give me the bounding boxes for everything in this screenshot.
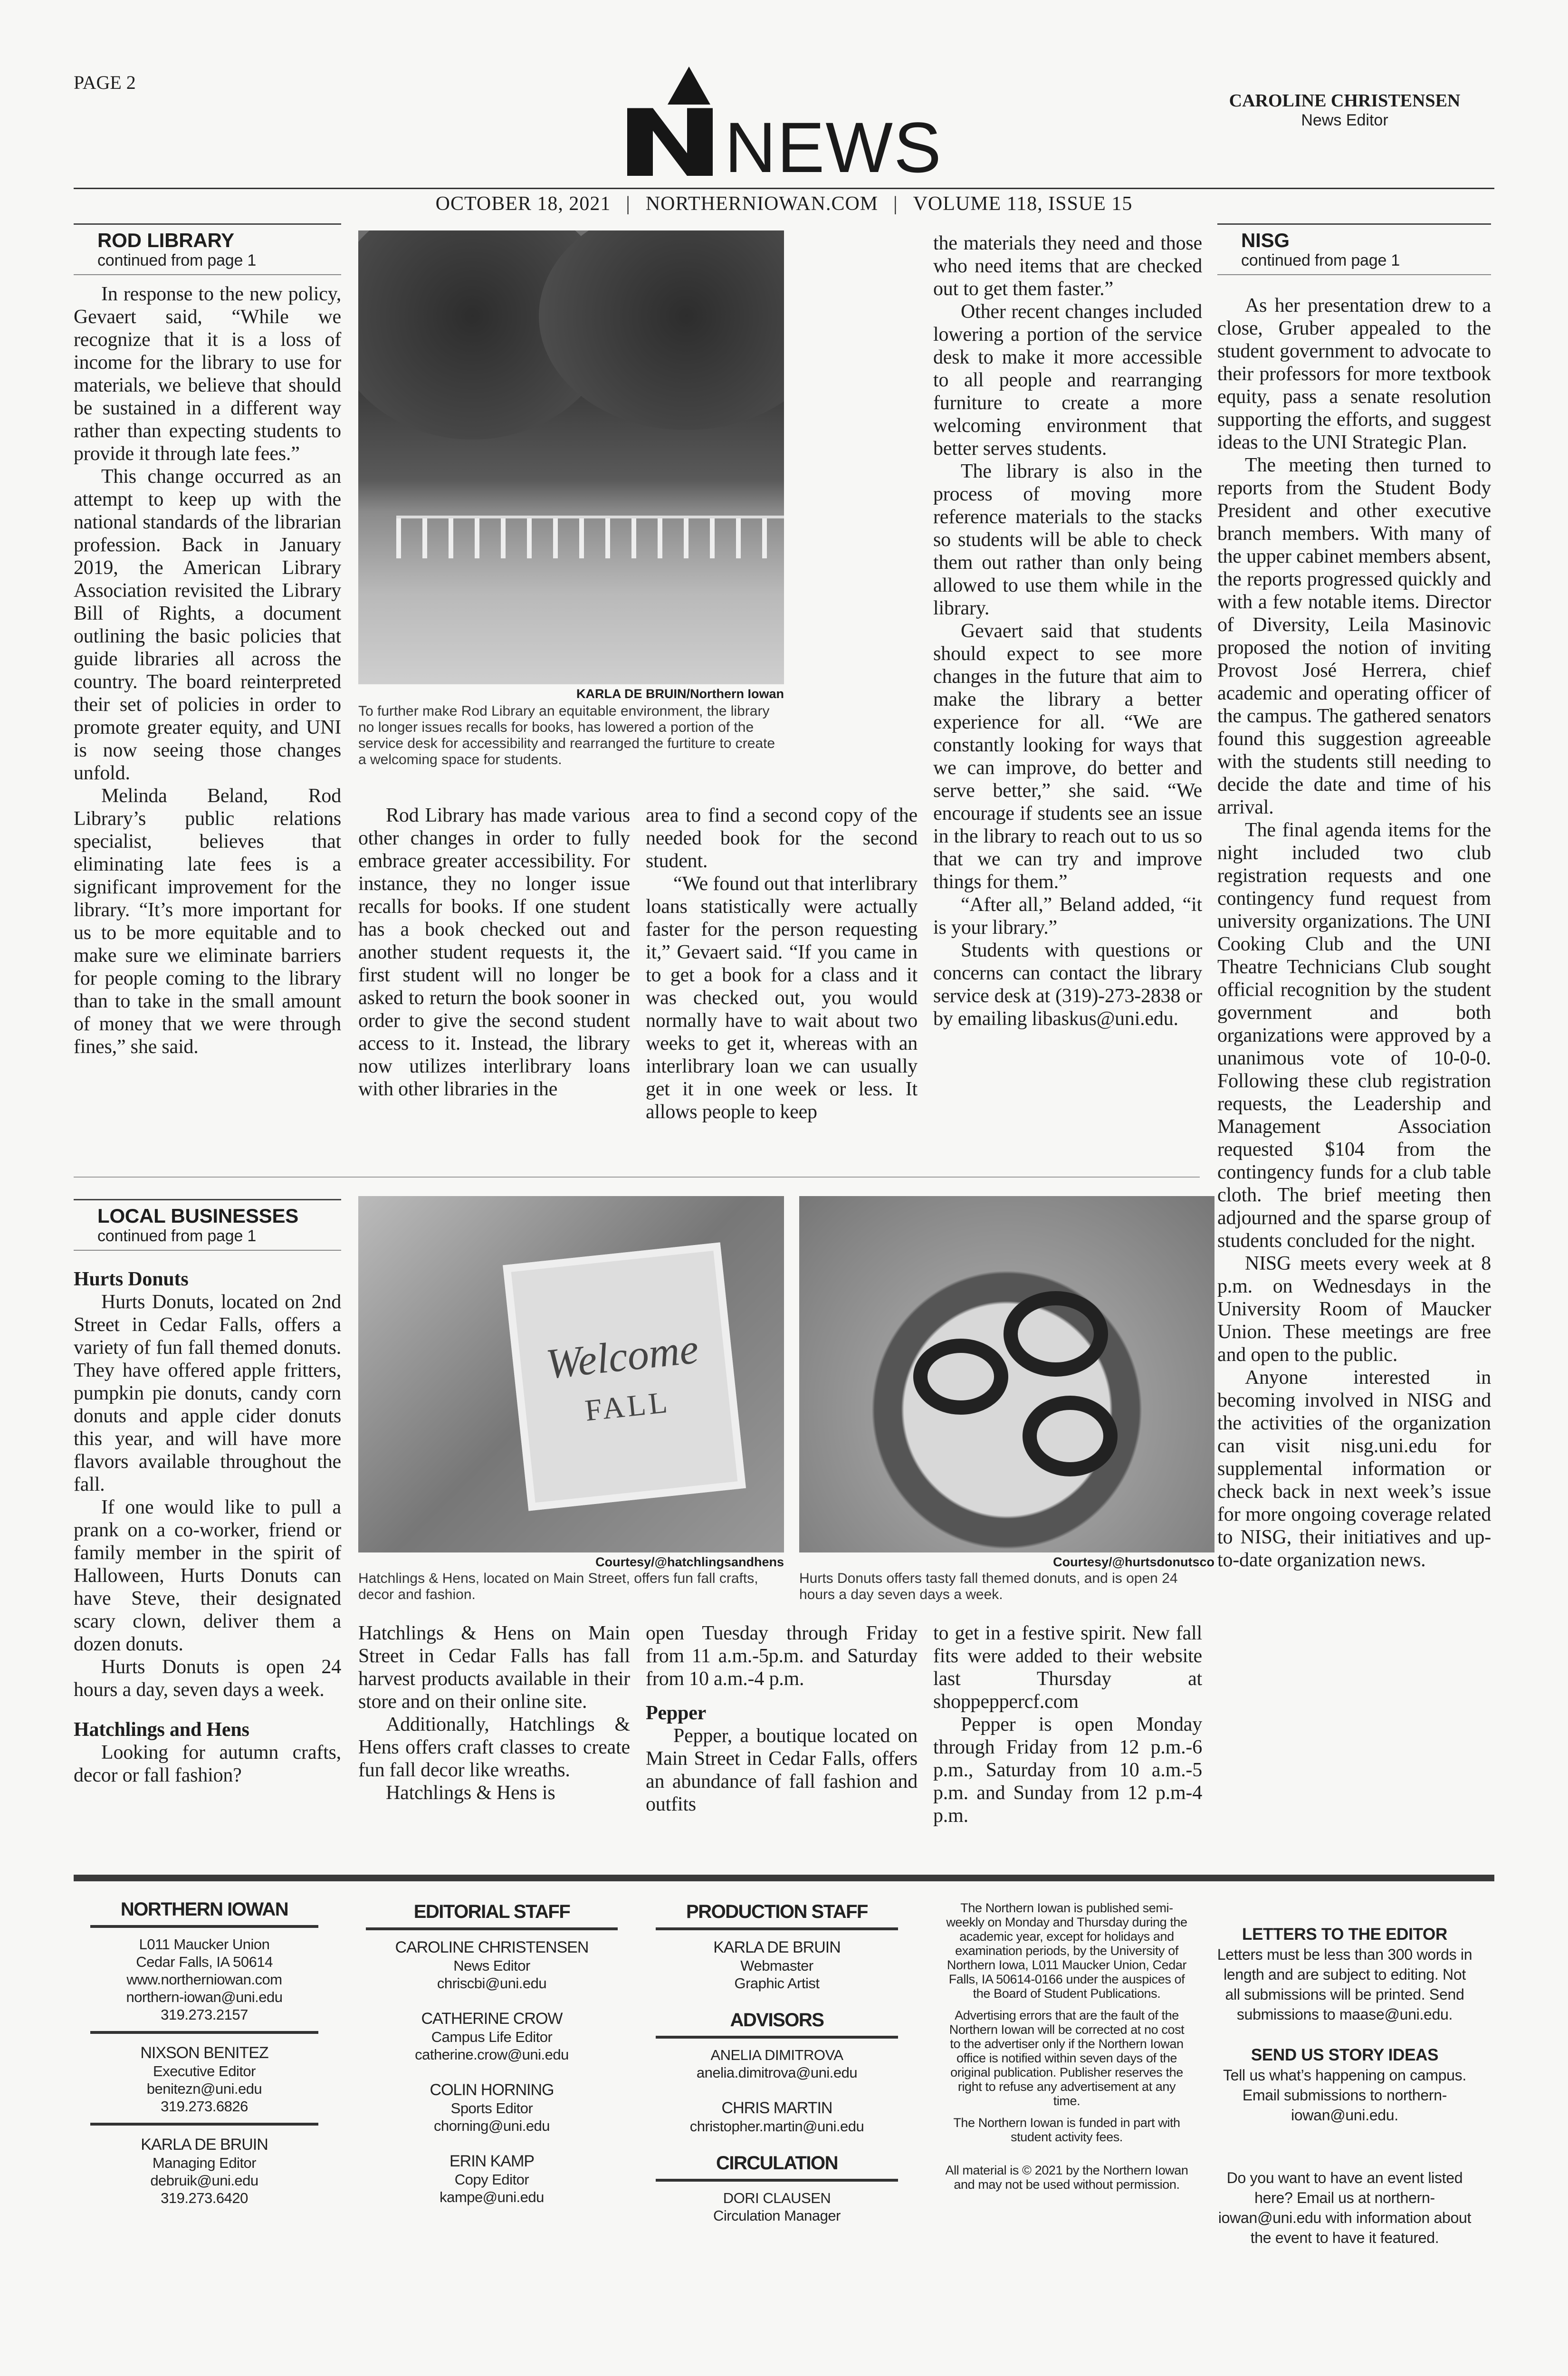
staff-email[interactable]: chriscbi@uni.edu (437, 1975, 547, 1992)
story-ideas-text: Tell us what’s happening on campus. Email submissions to northern-iowan@uni.edu. (1223, 2067, 1466, 2124)
email-link[interactable]: northern-iowan@uni.edu (126, 1989, 283, 2005)
staff-phone: 319.273.6420 (161, 2190, 248, 2206)
sign-text: Welcome (544, 1325, 701, 1388)
paragraph: As her presentation drew to a close, Gruber appealed to the student government to advocate to their professors for more textbook equity, pass a senate resolution supporting the efforts, and suggest ideas to the UNI Strategic Plan. (1217, 295, 1491, 453)
paragraph: The meeting then turned to reports from the Student Body President and other executive branch members. With many of the upper cabinet members absent, the reports progressed quickly and with a few notable items. Director of Diversity, Leila Masinovic proposed the notion of inviting Provost José Herrera, chief academic and operating officer of the campus. The gathered senators found this suggestion agreeable with the students still needing to decide the date and time of his arrival. (1217, 454, 1491, 818)
letters-title: LETTERS TO THE EDITOR (1242, 1925, 1447, 1944)
paragraph: Melinda Beland, Rod Library’s public relations specialist, believes that eliminating late fees is a significant improvement for the library. “It’s more important for us to be more equitable and to make sure we eliminate barriers for people coming to the library than to take in the small amount of money that we were through fines,” she said. (74, 785, 341, 1058)
paragraph: “We found out that interlibrary loans statistically were actually faster for the person requesting it,” Gevaert said. “If you came in to get a book for a class and it was checked out, you would normally have to wait about two weeks to get it, whereas with an interlibrary loan we can usually get it in one week or less. It allows people to keep (646, 873, 918, 1123)
staff-name: KARLA DE BRUIN (141, 2136, 268, 2154)
staff-name: ERIN KAMP (449, 2152, 535, 2170)
notice-text: The Northern Iowan is funded in part with student activity fees. (953, 2116, 1180, 2144)
northern-iowan-box (90, 1898, 318, 2224)
advisor-email[interactable]: christopher.martin@uni.edu (689, 2118, 864, 2135)
paragraph: If one would like to pull a prank on a co-worker, friend or family member in the spirit of Halloween, Hurts Donuts can have Steve, their designated scary clown, deliver them a dozen donuts. (74, 1496, 341, 1655)
paragraph: Hurts Donuts, located on 2nd Street in Cedar Falls, offers a variety of fun fall themed donuts. They have offered apple fritters, pumpkin pie donuts, candy corn donuts and apple cider donuts this year, and will have more flavors available throughout the fall. (74, 1291, 341, 1495)
advisor-entry (656, 2098, 898, 2135)
subhead-hatchlings: Hatchlings and Hens (74, 1719, 249, 1741)
paragraph: This change occurred as an attempt to keep up with the national standards of the librarian profession. Back in January 2019, the American Library Association revisited the Library Bill of Rights, a document outlining the basic policies that guide libraries all across the country. The board reinterpreted their set of policies in order to promote greater equity, and UNI is now seeing those changes unfold. (74, 466, 341, 784)
hatchlings-photo (358, 1196, 784, 1552)
paragraph: The library is also in the process of moving more reference materials to the stacks so students will be able to check them out rather than only being allowed to use them while in the library. (933, 460, 1202, 619)
website-link[interactable]: www.northerniowan.com (126, 1971, 282, 1988)
paragraph: Additionally, Hatchlings & Hens offers craft classes to create fun fall decor like wreaths. (358, 1714, 630, 1781)
article-title: ROD LIBRARY (97, 229, 234, 251)
paragraph: Hatchlings & Hens is (386, 1782, 555, 1804)
section-logo (627, 67, 942, 187)
staff-email[interactable]: chorning@uni.edu (433, 2117, 550, 2134)
subhead-hurts-donuts: Hurts Donuts (74, 1268, 189, 1290)
site-link[interactable]: NORTHERNIOWAN.COM (645, 193, 879, 215)
advisor-name: CHRIS MARTIN (721, 2099, 832, 2117)
continued-label[interactable]: continued from page 1 (1241, 251, 1400, 269)
subhead-pepper: Pepper (646, 1702, 707, 1724)
section-title: NEWS (725, 107, 942, 187)
photo-credit: Courtesy/@hurtsdonutsco (1053, 1555, 1214, 1569)
circulation-name: DORI CLAUSEN (723, 2190, 831, 2206)
header-rule (74, 188, 1494, 189)
local-businesses-col3 (646, 1622, 918, 1816)
box-title: EDITORIAL STAFF (366, 1901, 618, 1930)
donut-photo (799, 1196, 1214, 1552)
separator: | (893, 193, 898, 215)
advisor-name: ANELIA DIMITROVA (710, 2047, 843, 2063)
staff-role: Sports Editor (450, 2100, 533, 2117)
staff-name: CATHERINE CROW (421, 2010, 563, 2028)
editorial-staff-box (366, 1901, 618, 2223)
staff-role: Managing Editor (152, 2155, 257, 2171)
logo-triangle-icon (668, 67, 710, 105)
welcome-fall-sign (503, 1242, 746, 1511)
staff-name: COLIN HORNING (430, 2081, 554, 2099)
staff-role: Copy Editor (454, 2171, 529, 2188)
staff-entry (366, 2009, 618, 2063)
paragraph: The final agenda items for the night included two club registration requests and one contingency fund request from university organizations. The UNI Cooking Club and the UNI Theatre Technicians Club sought official recognition by the student government and both organizations were approved by a unanimous vote of 10-0-0. Following these club registration requests, the Leadership and Management Association requested $104 from the contingency funds for a club table cloth. The brief meeting then adjourned and the sparse group of students concluded for the night. (1217, 819, 1491, 1252)
rod-library-col1 (74, 223, 341, 1058)
staff-entry (656, 1938, 898, 1992)
circulation-role: Circulation Manager (713, 2207, 841, 2224)
paragraph: Rod Library has made various other changes in order to fully embrace greater accessibility. For instance, they no longer issue recalls for books. If one student has a book checked out and another student requests it, the first student will no longer be asked to return the book sooner in order to give the second student access to it. Instead, the library now utilizes interlibrary loans with other libraries in the (358, 805, 630, 1100)
paragraph: Gevaert said that students should expect to see more changes in the future that aim to make the library a better experience for all. “We are constantly looking for ways that we can improve, do better and serve better,” she said. “We encourage if students see an issue in the library to reach out to us so that we can try and improve things for them.” (933, 620, 1202, 893)
issue-date: OCTOBER 18, 2021 (435, 193, 611, 215)
paragraph: Students with questions or concerns can contact the library service desk at (319)-273-2838 or by emailing libaskus@uni.edu. (933, 939, 1202, 1030)
staff-role: Executive Editor (153, 2063, 256, 2079)
masthead-rule (74, 1875, 1494, 1881)
article-title: LOCAL BUSINESSES (97, 1205, 299, 1227)
staff-role: Campus Life Editor (431, 2029, 553, 2045)
advisor-email[interactable]: anelia.dimitrova@uni.edu (696, 2064, 858, 2081)
volume-issue: VOLUME 118, ISSUE 15 (913, 193, 1133, 215)
notice-text: Advertising errors that are the fault of the Northern Iowan will be corrected at no cost to the advertiser only if the Northern Iowan office is notified within seven days of the original publication. Publisher reserves the right to refuse any advertisement at any time. (949, 2008, 1185, 2108)
production-staff-box (656, 1901, 898, 2224)
staff-email[interactable]: catherine.crow@uni.edu (415, 2046, 569, 2063)
paragraph: Hatchlings & Hens on Main Street in Cedar Falls has fall harvest products available in their store and on their online site. (358, 1622, 630, 1713)
editor-role: News Editor (1301, 111, 1388, 129)
rod-library-photo (358, 230, 784, 684)
staff-role: Webmaster (740, 1957, 813, 1974)
photo-caption: Hatchlings & Hens, located on Main Street, offers fun fall crafts, decor and fashion. (358, 1571, 758, 1602)
sign-text: FALL (583, 1385, 672, 1428)
staff-role: News Editor (453, 1957, 530, 1974)
story-ideas-title: SEND US STORY IDEAS (1251, 2046, 1439, 2064)
advisor-entry (656, 2046, 898, 2081)
paragraph: the materials they need and those who need items that are checked out to get them faster.” (933, 232, 1202, 300)
continued-label[interactable]: continued from page 1 (97, 1227, 257, 1245)
event-text: Do you want to have an event listed here? Email us at northern-iowan@uni.edu with information about the event to have it featured. (1218, 2169, 1472, 2246)
staff-name: KARLA DE BRUIN (713, 1938, 841, 1956)
nisg-kicker (1217, 223, 1491, 275)
nisg-column (1217, 223, 1491, 1571)
paragraph: NISG meets every week at 8 p.m. on Wednesdays in the University Room of Maucker Union. These meetings are free and open to the public. (1217, 1253, 1491, 1366)
staff-name: CAROLINE CHRISTENSEN (395, 1938, 589, 1956)
paragraph: Looking for autumn crafts, decor or fall fashion? (74, 1742, 341, 1786)
rod-library-col3 (646, 804, 918, 1123)
continued-label[interactable]: continued from page 1 (97, 251, 257, 269)
box-title: PRODUCTION STAFF (656, 1901, 898, 1930)
photo-credit: Courtesy/@hatchlingsandhens (595, 1555, 784, 1569)
contact-block (90, 1935, 318, 2034)
staff-name: NIXSON BENITEZ (140, 2044, 268, 2062)
editor-name: CAROLINE CHRISTENSEN (1229, 91, 1461, 111)
photo-caption: To further make Rod Library an equitable environment, the library no longer issues recalls for books, has lowered a portion of the service desk for accessibility and rearranged the furtiture to create a welcoming space for students. (358, 703, 775, 767)
article-title: NISG (1241, 229, 1290, 251)
staff-entry (366, 2152, 618, 2206)
paragraph: Anyone interested in becoming involved in NISG and the activities of the organization can visit nisg.uni.edu for supplemental information or check back in next week’s issue for more ongoing coverage related to NISG, their initiatives and up-to-date organization news. (1217, 1367, 1491, 1571)
circulation-title: CIRCULATION (656, 2152, 898, 2182)
local-businesses-col1 (74, 1199, 341, 1787)
rod-library-col4 (933, 232, 1202, 1030)
paragraph: In response to the new policy, Gevaert said, “While we recognize that it is a loss of income for the library to use for materials, we believe that should be sustained in a different way rather than expecting students to provide it through late fees.” (74, 283, 341, 465)
page-number: PAGE 2 (74, 72, 136, 93)
paragraph: open Tuesday through Friday from 11 a.m.-5p.m. and Saturday from 10 a.m.-4 p.m. (646, 1622, 918, 1690)
section-editor (1212, 90, 1478, 130)
staff-entry (366, 1938, 618, 1992)
staff-email[interactable]: benitezn@uni.edu (146, 2080, 262, 2097)
rod-library-kicker (74, 223, 341, 275)
staff-entry (90, 2043, 318, 2126)
paragraph: “After all,” Beland added, “it is your library.” (933, 894, 1202, 939)
publication-notice (943, 1901, 1190, 2199)
photo-caption: Hurts Donuts offers tasty fall themed donuts, and is open 24 hours a day seven days a week. (799, 1571, 1178, 1602)
local-businesses-kicker (74, 1199, 341, 1251)
staff-email[interactable]: kampe@uni.edu (440, 2189, 544, 2205)
paragraph: area to find a second copy of the needed book for the second student. (646, 805, 918, 872)
local-businesses-col4 (933, 1622, 1202, 1827)
rod-library-col2 (358, 804, 630, 1101)
paragraph: Other recent changes included lowering a portion of the service desk to make it more accessible to all people and rearranging furniture to create a more welcoming environment that better serves students. (933, 301, 1202, 460)
staff-entry (366, 2080, 618, 2135)
paragraph: to get in a festive spirit. New fall fits were added to their website last Thursday at shoppeppercf.com (933, 1622, 1202, 1713)
letters-text: Letters must be less than 300 words in length and are subject to editing. Not all submissions will be printed. Send submissions to maase@uni.edu. (1217, 1946, 1472, 2023)
phone: 319.273.2157 (161, 2006, 248, 2023)
city: Cedar Falls, IA 50614 (136, 1954, 273, 1970)
paragraph: Pepper is open Monday through Friday from 12 p.m.-6 p.m., Saturday from 10 a.m.-5 p.m. and Sunday from 12 p.m-4 p.m. (933, 1714, 1202, 1827)
paragraph: Hurts Donuts is open 24 hours a day, seven days a week. (74, 1656, 341, 1701)
copyright-text: All material is © 2021 by the Northern Iowan and may not be used without permission. (945, 2163, 1188, 2192)
advisors-title: ADVISORS (656, 2009, 898, 2039)
local-businesses-col2 (358, 1622, 630, 1804)
section-divider (74, 1177, 1200, 1178)
letters-box (1216, 1925, 1473, 2248)
box-title: NORTHERN IOWAN (90, 1898, 318, 1928)
paragraph: Pepper, a boutique located on Main Street in Cedar Falls, offers an abundance of fall fashion and outfits (646, 1725, 918, 1815)
address: L011 Maucker Union (139, 1936, 270, 1953)
staff-entry (90, 2135, 318, 2214)
photo-credit: KARLA DE BRUIN/Northern Iowan (576, 687, 784, 701)
staff-email[interactable]: debruik@uni.edu (150, 2172, 258, 2189)
dateline (74, 192, 1494, 215)
staff-role: Graphic Artist (734, 1975, 820, 1992)
separator: | (626, 193, 631, 215)
notice-text: The Northern Iowan is published semi-weekly on Monday and Thursday during the academic year, except for holidays and examination periods, by the University of Northern Iowa, L011 Maucker Union, Cedar Falls, IA 50614-0166 under the auspices of the Board of Student Publications. (946, 1901, 1187, 2001)
staff-phone: 319.273.6826 (161, 2098, 248, 2115)
